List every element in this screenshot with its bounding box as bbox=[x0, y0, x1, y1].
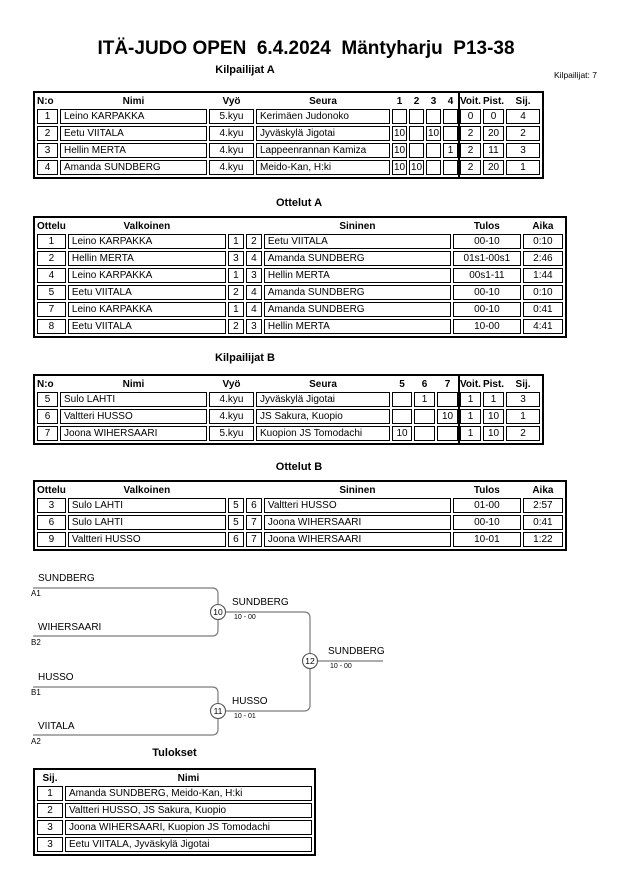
wins-cell: 1 bbox=[460, 409, 481, 424]
blue-cell: Amanda SUNDBERG bbox=[264, 285, 451, 300]
white-no-cell: 2 bbox=[228, 319, 244, 334]
white-cell: Eetu VIITALA bbox=[68, 285, 226, 300]
belt-cell: 4.kyu bbox=[209, 143, 254, 158]
blue-cell: Hellin MERTA bbox=[264, 268, 451, 283]
wins-cell: 1 bbox=[460, 426, 481, 441]
blue-cell: Hellin MERTA bbox=[264, 319, 451, 334]
col-header-m1: 5 bbox=[399, 378, 405, 390]
matches-b bbox=[35, 482, 565, 549]
place-cell: 3 bbox=[506, 143, 540, 158]
club-cell: Meido-Kan, H:ki bbox=[256, 160, 390, 175]
table-row bbox=[37, 837, 312, 852]
points-cell: 20 bbox=[483, 126, 504, 141]
wins-cell: 2 bbox=[460, 160, 481, 175]
name-cell: Joona WIHERSAARI bbox=[60, 426, 207, 441]
blue-no-cell: 4 bbox=[246, 251, 262, 266]
table-row bbox=[37, 532, 563, 547]
blue-cell: Joona WIHERSAARI bbox=[264, 515, 451, 530]
table-row bbox=[37, 820, 312, 835]
white-cell: Sulo LAHTI bbox=[68, 498, 226, 513]
match-number: 11 bbox=[213, 706, 223, 716]
col-header-wins: Voit. bbox=[460, 378, 481, 390]
table-row bbox=[37, 302, 563, 317]
points-cell: 1 bbox=[483, 392, 504, 407]
col-header-wno bbox=[228, 484, 244, 496]
no-cell: 6 bbox=[37, 409, 58, 424]
col-header-points: Pist. bbox=[482, 95, 505, 107]
table-row bbox=[37, 515, 563, 530]
col-header-white: Valkoinen bbox=[123, 220, 171, 232]
m2-cell bbox=[409, 126, 424, 141]
m1-cell: 10 bbox=[393, 145, 406, 156]
time-cell: 1:22 bbox=[523, 532, 563, 547]
m3-cell: 10 bbox=[437, 409, 458, 424]
points-cell: 10 bbox=[483, 426, 504, 441]
table-row bbox=[37, 268, 563, 283]
pool-a-title: Kilpailijat A bbox=[215, 64, 275, 76]
m2-cell bbox=[409, 109, 424, 124]
m4-cell: 1 bbox=[443, 143, 458, 158]
bracket-score: 10 - 00 bbox=[234, 614, 256, 621]
belt-cell: 4.kyu bbox=[209, 409, 254, 424]
table-row bbox=[37, 160, 540, 175]
match-number: 10 bbox=[213, 607, 223, 617]
col-header-bno bbox=[246, 220, 262, 232]
col-header-place: Sij. bbox=[42, 772, 58, 784]
place-cell: 1 bbox=[506, 160, 540, 175]
table-row bbox=[37, 409, 540, 424]
points-cell: 11 bbox=[483, 143, 504, 158]
page-title: ITÄ-JUDO OPEN 6.4.2024 Mäntyharju P13-38 bbox=[97, 38, 515, 59]
time-cell: 0:41 bbox=[523, 302, 563, 317]
blue-no-cell: 3 bbox=[246, 319, 262, 334]
points-cell: 0 bbox=[483, 109, 504, 124]
table-row bbox=[37, 126, 540, 141]
white-no-cell: 5 bbox=[228, 498, 244, 513]
place-cell: 2 bbox=[506, 426, 540, 441]
no-cell: 2 bbox=[37, 126, 58, 141]
m1-cell: 10 bbox=[392, 426, 412, 441]
match-no-cell: 6 bbox=[37, 515, 66, 530]
time-cell: 2:57 bbox=[523, 498, 563, 513]
score-group-divider bbox=[458, 376, 460, 443]
blue-no-cell: 2 bbox=[246, 234, 262, 249]
m4-cell bbox=[443, 126, 458, 141]
matches-header-row bbox=[37, 220, 563, 232]
m1-cell bbox=[392, 409, 412, 424]
bracket-winner-name: SUNDBERG bbox=[328, 646, 385, 657]
col-header-time: Aika bbox=[532, 220, 554, 232]
no-cell: 5 bbox=[37, 392, 58, 407]
pool-a-table bbox=[33, 91, 544, 179]
col-header-blue: Sininen bbox=[339, 220, 376, 232]
no-cell: 4 bbox=[37, 160, 58, 175]
no-cell: 1 bbox=[37, 109, 58, 124]
m3-cell bbox=[426, 160, 441, 175]
name-cell: Sulo LAHTI bbox=[60, 392, 207, 407]
name-cell: Hellin MERTA bbox=[60, 143, 207, 158]
table-row bbox=[37, 143, 540, 158]
bracket-seed: B2 bbox=[31, 638, 41, 647]
m3-cell: 10 bbox=[427, 128, 440, 139]
col-header-belt: Vyö bbox=[222, 378, 241, 390]
club-cell: Jyväskylä Jigotai bbox=[256, 392, 390, 407]
m1-cell bbox=[392, 109, 407, 124]
match-no-cell: 8 bbox=[37, 319, 66, 334]
match-no-cell: 2 bbox=[37, 251, 66, 266]
col-header-m2: 6 bbox=[421, 378, 428, 390]
bracket-player-name: WIHERSAARI bbox=[38, 622, 102, 633]
bracket-line bbox=[218, 612, 310, 661]
col-header-no: N:o bbox=[37, 95, 54, 107]
white-cell: Hellin MERTA bbox=[68, 251, 226, 266]
col-header-time: Aika bbox=[532, 484, 554, 496]
blue-cell: Valtteri HUSSO bbox=[264, 498, 451, 513]
col-header-blue: Sininen bbox=[339, 484, 376, 496]
blue-no-cell: 4 bbox=[246, 285, 262, 300]
name-cell: Joona WIHERSAARI, Kuopion JS Tomodachi bbox=[65, 820, 312, 835]
time-cell: 2:46 bbox=[523, 251, 563, 266]
result-cell: 00-10 bbox=[453, 234, 521, 249]
name-cell: Amanda SUNDBERG bbox=[60, 160, 207, 175]
col-header-name: Nimi bbox=[177, 772, 200, 784]
place-cell: 1 bbox=[37, 786, 63, 801]
bracket-score: 10 - 00 bbox=[330, 663, 352, 670]
result-cell: 00-10 bbox=[453, 302, 521, 317]
time-cell: 4:41 bbox=[523, 319, 563, 334]
m1-cell: 10 bbox=[393, 128, 406, 139]
match-no-cell: 3 bbox=[37, 498, 66, 513]
match-no-cell: 4 bbox=[37, 268, 66, 283]
result-cell: 10-00 bbox=[453, 319, 521, 334]
col-header-points: Pist. bbox=[482, 378, 505, 390]
belt-cell: 5.kyu bbox=[209, 426, 254, 441]
belt-cell: 4.kyu bbox=[209, 126, 254, 141]
col-header-no: N:o bbox=[37, 378, 54, 390]
col-header-wins: Voit. bbox=[460, 95, 481, 107]
place-cell: 3 bbox=[37, 837, 63, 852]
pool-b-title: Kilpailijat B bbox=[215, 352, 275, 364]
match-no-cell: 9 bbox=[37, 532, 66, 547]
pool-header-row bbox=[37, 378, 540, 390]
blue-cell: Joona WIHERSAARI bbox=[264, 532, 451, 547]
col-header-place: Sij. bbox=[515, 378, 531, 390]
col-header-result: Tulos bbox=[473, 484, 500, 496]
results bbox=[35, 770, 314, 854]
white-no-cell: 1 bbox=[228, 268, 244, 283]
bracket-player-name: VIITALA bbox=[38, 721, 75, 732]
table-row bbox=[37, 285, 563, 300]
blue-no-cell: 3 bbox=[246, 268, 262, 283]
m1-cell: 10 bbox=[393, 162, 406, 173]
m4-cell bbox=[443, 109, 458, 124]
competitors-count: Kilpailijat: 7 bbox=[554, 70, 597, 80]
result-cell: 00-10 bbox=[453, 285, 521, 300]
col-header-bno bbox=[246, 484, 262, 496]
matches-a-table bbox=[33, 216, 567, 338]
pool-b-table bbox=[33, 374, 544, 445]
time-cell: 0:10 bbox=[523, 285, 563, 300]
place-cell: 1 bbox=[506, 409, 540, 424]
result-cell: 00-10 bbox=[453, 515, 521, 530]
club-cell: JS Sakura, Kuopio bbox=[256, 409, 390, 424]
bracket-winner-name: SUNDBERG bbox=[232, 597, 289, 608]
col-header-white: Valkoinen bbox=[123, 484, 171, 496]
blue-no-cell: 7 bbox=[246, 515, 262, 530]
club-cell: Kuopion JS Tomodachi bbox=[256, 426, 390, 441]
bracket-score: 10 - 01 bbox=[234, 713, 256, 720]
m4-cell bbox=[443, 160, 458, 175]
white-cell: Leino KARPAKKA bbox=[68, 302, 226, 317]
m1-cell bbox=[392, 392, 412, 407]
col-header-wno bbox=[228, 220, 244, 232]
club-cell: Kerimäen Judonoko bbox=[256, 109, 390, 124]
pool-header-row bbox=[37, 95, 540, 107]
white-cell: Leino KARPAKKA bbox=[68, 268, 226, 283]
match-no-cell: 7 bbox=[37, 302, 66, 317]
name-cell: Leino KARPAKKA bbox=[60, 109, 207, 124]
place-cell: 2 bbox=[506, 126, 540, 141]
bracket-seed: A2 bbox=[31, 737, 41, 746]
bracket-winner-name: HUSSO bbox=[232, 696, 268, 707]
m3-cell bbox=[426, 109, 441, 124]
match-number: 12 bbox=[305, 656, 315, 666]
table-row bbox=[37, 803, 312, 818]
m2-cell bbox=[409, 143, 424, 158]
white-no-cell: 5 bbox=[228, 515, 244, 530]
belt-cell: 5.kyu bbox=[209, 109, 254, 124]
m2-cell: 1 bbox=[414, 392, 435, 407]
belt-cell: 4.kyu bbox=[209, 392, 254, 407]
results-header-row bbox=[37, 772, 312, 784]
m2-cell bbox=[414, 409, 435, 424]
no-cell: 7 bbox=[37, 426, 58, 441]
table-row bbox=[37, 319, 563, 334]
col-header-match: Ottelu bbox=[37, 484, 66, 496]
white-no-cell: 1 bbox=[228, 234, 244, 249]
table-row bbox=[37, 786, 312, 801]
m2-cell bbox=[414, 426, 435, 441]
result-cell: 01-00 bbox=[453, 498, 521, 513]
col-header-belt: Vyö bbox=[222, 95, 241, 107]
results-title: Tulokset bbox=[152, 747, 197, 759]
col-header-match: Ottelu bbox=[37, 220, 66, 232]
pool-a bbox=[35, 93, 542, 177]
white-cell: Sulo LAHTI bbox=[68, 515, 226, 530]
club-cell: Jyväskylä Jigotai bbox=[256, 126, 390, 141]
table-row bbox=[37, 392, 540, 407]
results-table bbox=[33, 768, 316, 856]
m3-cell bbox=[437, 426, 458, 441]
no-cell: 3 bbox=[37, 143, 58, 158]
place-cell: 2 bbox=[37, 803, 63, 818]
col-header-m1: 1 bbox=[396, 95, 403, 107]
blue-cell: Eetu VIITALA bbox=[264, 234, 451, 249]
col-header-place: Sij. bbox=[515, 95, 531, 107]
table-row bbox=[37, 234, 563, 249]
white-no-cell: 1 bbox=[228, 302, 244, 317]
points-cell: 10 bbox=[483, 409, 504, 424]
table-row bbox=[37, 498, 563, 513]
col-header-m4: 4 bbox=[447, 95, 454, 107]
blue-cell: Amanda SUNDBERG bbox=[264, 302, 451, 317]
wins-cell: 1 bbox=[460, 392, 481, 407]
table-row bbox=[37, 109, 540, 124]
m3-cell bbox=[426, 143, 441, 158]
matches-b-table bbox=[33, 480, 567, 551]
score-group-divider bbox=[458, 93, 460, 177]
table-row bbox=[37, 251, 563, 266]
white-no-cell: 6 bbox=[228, 532, 244, 547]
col-header-name: Nimi bbox=[122, 378, 145, 390]
bracket-player-name: HUSSO bbox=[38, 672, 74, 683]
place-cell: 3 bbox=[37, 820, 63, 835]
col-header-m3: 7 bbox=[444, 378, 451, 390]
matches-b-title: Ottelut B bbox=[275, 461, 323, 473]
name-cell: Valtteri HUSSO, JS Sakura, Kuopio bbox=[65, 803, 312, 818]
time-cell: 0:41 bbox=[523, 515, 563, 530]
wins-cell: 0 bbox=[460, 109, 481, 124]
match-no-cell: 5 bbox=[37, 285, 66, 300]
col-header-m2: 2 bbox=[413, 95, 420, 107]
matches-header-row bbox=[37, 484, 563, 496]
match-no-cell: 1 bbox=[37, 234, 66, 249]
name-cell: Amanda SUNDBERG, Meido-Kan, H:ki bbox=[65, 786, 312, 801]
points-cell: 20 bbox=[483, 160, 504, 175]
bracket-player-name: SUNDBERG bbox=[38, 573, 95, 584]
white-cell: Valtteri HUSSO bbox=[68, 532, 226, 547]
place-cell: 3 bbox=[506, 392, 540, 407]
wins-cell: 2 bbox=[460, 143, 481, 158]
final-bracket bbox=[25, 565, 405, 750]
white-no-cell: 3 bbox=[228, 251, 244, 266]
wins-cell: 2 bbox=[460, 126, 481, 141]
matches-a-title: Ottelut A bbox=[275, 197, 323, 209]
table-row bbox=[37, 426, 540, 441]
name-cell: Eetu VIITALA, Jyväskylä Jigotai bbox=[65, 837, 312, 852]
pool-b bbox=[35, 376, 542, 443]
m3-cell bbox=[437, 392, 458, 407]
col-header-m3: 3 bbox=[430, 95, 437, 107]
col-header-club: Seura bbox=[309, 95, 337, 107]
time-cell: 0:10 bbox=[523, 234, 563, 249]
belt-cell: 4.kyu bbox=[209, 160, 254, 175]
place-cell: 4 bbox=[506, 109, 540, 124]
col-header-result: Tulos bbox=[473, 220, 500, 232]
result-cell: 00s1-11 bbox=[453, 268, 521, 283]
club-cell: Lappeenrannan Kamiza bbox=[256, 143, 390, 158]
m2-cell: 10 bbox=[410, 162, 423, 173]
name-cell: Eetu VIITALA bbox=[60, 126, 207, 141]
col-header-club: Seura bbox=[309, 378, 337, 390]
col-header-name: Nimi bbox=[122, 95, 145, 107]
blue-no-cell: 4 bbox=[246, 302, 262, 317]
time-cell: 1:44 bbox=[523, 268, 563, 283]
blue-no-cell: 7 bbox=[246, 532, 262, 547]
name-cell: Valtteri HUSSO bbox=[60, 409, 207, 424]
result-cell: 01s1-00s1 bbox=[453, 251, 521, 266]
white-cell: Eetu VIITALA bbox=[68, 319, 226, 334]
blue-no-cell: 6 bbox=[246, 498, 262, 513]
bracket-seed: A1 bbox=[31, 589, 41, 598]
result-cell: 10-01 bbox=[453, 532, 521, 547]
matches-a bbox=[35, 218, 565, 336]
white-no-cell: 2 bbox=[228, 285, 244, 300]
white-cell: Leino KARPAKKA bbox=[68, 234, 226, 249]
bracket-seed: B1 bbox=[31, 688, 41, 697]
blue-cell: Amanda SUNDBERG bbox=[264, 251, 451, 266]
bracket-lines bbox=[25, 565, 405, 750]
